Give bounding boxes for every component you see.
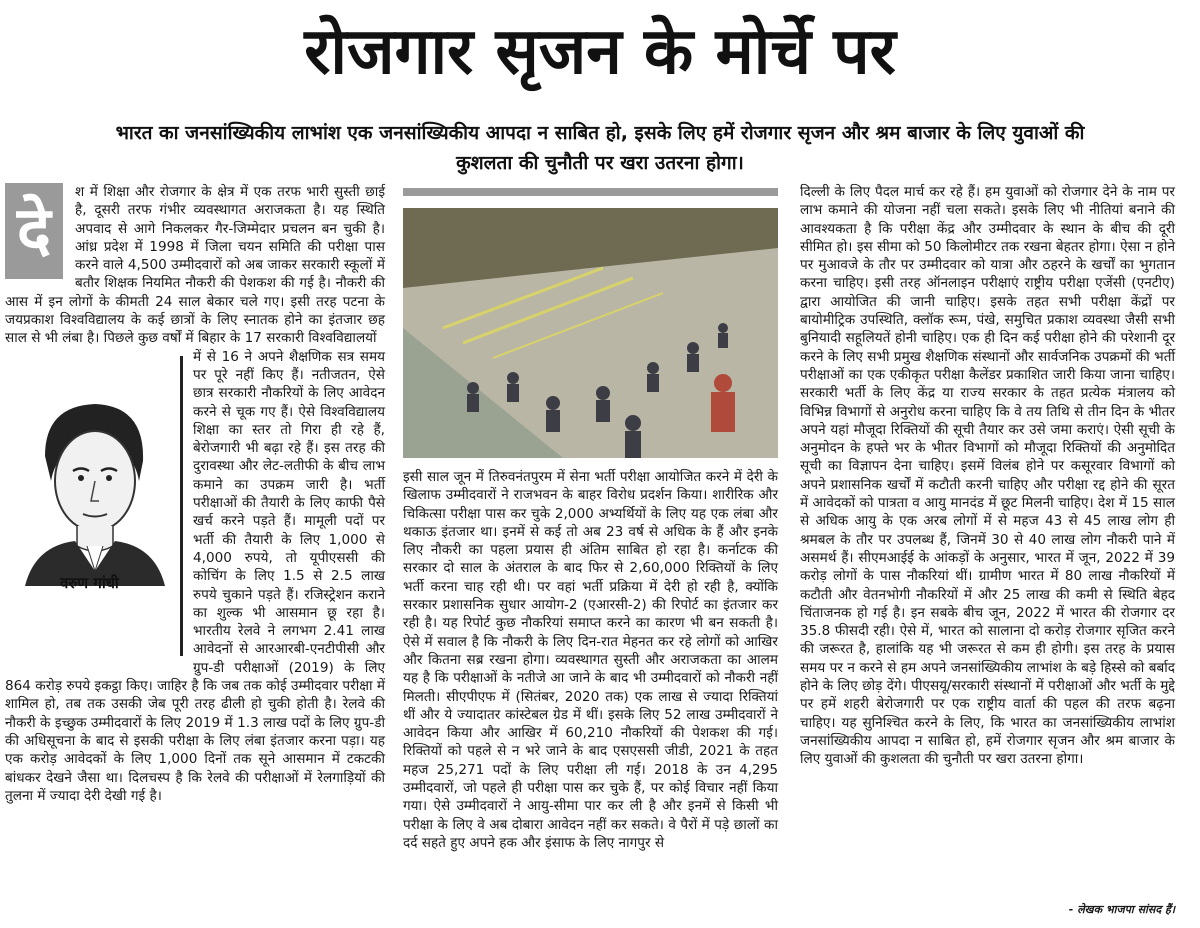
- column-3: [800, 183, 1175, 769]
- drop-cap: दे: [5, 183, 63, 279]
- exam-hall-photo: [403, 208, 778, 458]
- column-1: [5, 183, 385, 805]
- author-name: वरुण गांधी: [60, 573, 119, 592]
- column-2: [403, 468, 778, 852]
- photo-top-rule: [403, 188, 778, 196]
- column-1-paragraph-1: श में शिक्षा और रोजगार के क्षेत्र में एक तरफ भारी सुस्ती छाई है, दूसरी तरफ गंभीर व्यवस्थागत अराजकता है। यह स्थिति अपवाद से आगे निकलकर गैर-जिम्मेदार प्रचलन बन चुकी है। आंध्र प्रदेश में 1998 में जिला चयन समिति की परीक्षा पास करने वाले 4,500 उम्मीदवारों को अब जाकर सरकारी स्कूलों में बतौर शिक्षक नियमित नौकरी की पेशकश की गई है। नौकरी की आस में इन लोगों के कीमती 24 साल बेकार चले गए। इसी तरह पटना के जयप्रकाश विश्वविद्यालय के कई छात्रों के लिए स्नातक होने का इंतजार छह साल से भी लंबा है। पिछले कुछ वर्षों में बिहार के 17 सरकारी विश्वविद्यालयों: [5, 184, 385, 347]
- column-1-paragraph-2: में से 16 ने अपने शैक्षणिक सत्र समय पर पूरे नहीं किए हैं। नतीजतन, ऐसे छात्र सरकारी नौकरियों के लिए आवेदन करने से चूक गए हैं। ऐसे विश्वविद्यालय शिक्षा का स्तर तो गिरा ही रहे हैं, बेरोजगारी भी बढ़ा रहे हैं। इस तरह की दुरावस्था और लेट-लतीफी के बीच लाभ कमाने का उपक्रम जारी है। भर्ती परीक्षाओं की तैयारी के लिए काफी पैसे खर्च करने पड़ते हैं। मामूली पदों पर भर्ती की तैयारी के लिए 1,000 से 4,000 रुपये, तो यूपीएससी की कोचिंग के लिए 1.5 से 2.5 लाख रुपये चुकाने पड़ते हैं। रजिस्ट्रेशन कराने का शुल्क भी आसमान छू रहा है। भारतीय रेलवे ने लगभग 2.41 लाख आवेदनों से आरआरबी-एनटीपीसी और ग्रुप-डी परीक्षाओं (2019) के लिए 864 करोड़ रुपये इकट्ठा किए। जाहिर है कि जब तक कोई उम्मीदवार परीक्षा में शामिल हो, तब तक उसकी जेब पूरी तरह ढीली हो चुकी होती है। रेलवे की नौकरी के इच्छुक उम्मीदवारों के लिए 2019 में 1.3 लाख पदों के लिए ग्रुप-डी की अधिसूचना के बाद से इसकी परीक्षा के लिए लंबा इंतजार करना पड़ा। यह एक करोड़ आवेदकों के लिए 1,000 दिनों तक सूने आसमान में टकटकी बांधकर देखने जैसा था। दिलचस्प है कि रेलवे की परीक्षाओं में रेलगाड़ियों की तुलना में ज्यादा देरी देखी गई है।: [5, 348, 385, 804]
- column-2-paragraph: इसी साल जून में तिरुवनंतपुरम में सेना भर्ती परीक्षा आयोजित करने में देरी के खिलाफ उम्मीदवारों ने राजभवन के बाहर विरोध प्रदर्शन किया। शारीरिक और चिकित्सा परीक्षा पास कर चुके 2,000 अभ्यर्थियों के लिए यह एक लंबा और थकाऊ इंतजार था। इनमें से कई तो अब 23 वर्ष से अधिक के हैं और इनके लिए नौकरी का पहला प्रयास ही अंतिम साबित हो रहा है। कर्नाटक की सरकार दो साल के अंतराल के बाद फिर से 2,60,000 रिक्तियों के लिए भर्ती करना चाह रही थी। पर वहां भर्ती प्रक्रिया में देरी हो रही है, क्योंकि सरकार प्रशासनिक सुधार आयोग-2 (एआरसी-2) की रिपोर्ट का इंतजार कर रही है। यह रिपोर्ट कुछ नौकरियां समाप्त करने का कारण भी बन सकती है। ऐसे में सवाल है कि नौकरी के लिए दिन-रात मेहनत कर रहे लोगों को आखिर और कितना सब्र रखना होगा। व्यवस्थागत सुस्ती और अराजकता का आलम यह है कि परीक्षाओं के नतीजे आ जाने के बाद भी उम्मीदवारों को नौकरी नहीं मिलती। सीएपीएफ में (सितंबर, 2020 तक) एक लाख से ज्यादा रिक्तियां थीं और ये ज्यादातर कांस्टेबल ग्रेड में थीं। इसके लिए 52 लाख उम्मीदवारों ने आवेदन किया और आखिर में 60,210 नौकरियों की पेशकश की गई। रिक्तियों को पहले से न भरे जाने के बाद एसएससी जीडी, 2021 के तहत महज 25,271 पदों के लिए परीक्षा ली गई। 2018 के उन 4,295 उम्मीदवारों, जो पहले ही परीक्षा पास कर चुके हैं, पर कोई विचार नहीं किया गया। ऐसे उम्मीदवारों ने आयु-सीमा पार कर ली है और इनमें से किसी भी परीक्षा के लिए वे अब दोबारा आवेदन नहीं कर सकते। वे पैरों में पड़े छालों का दर्द सहते हुए अपने हक और इंसाफ के लिए नागपुर से: [403, 469, 778, 851]
- author-box: [5, 356, 183, 656]
- column-3-paragraph: दिल्ली के लिए पैदल मार्च कर रहे हैं। हम युवाओं को रोजगार देने के नाम पर लाभ कमाने की योजना नहीं चला सकते। इसके लिए भी नीतियां बनाने की आवश्यकता है कि परीक्षा केंद्र और उम्मीदवार के स्थान के बीच की दूरी सीमित हो। इस सीमा को 50 किलोमीटर तक रखना बेहतर होगा। ऐसा न होने पर मुआवजे के तौर पर उम्मीदवार को यात्रा और ठहरने के खर्चों का भुगतान करना चाहिए। इसी तरह ऑनलाइन परीक्षाएं राष्ट्रीय परीक्षा एजेंसी (एनटीए) द्वारा आयोजित की जानी चाहिए। इसके तहत सभी परीक्षा केंद्रों पर बायोमीट्रिक उपस्थिति, क्लॉक रूम, पंखे, समुचित प्रकाश व्यवस्था जैसी सभी बुनियादी सहूलियतें होनी चाहिए। एक ही दिन कई परीक्षा होने की परेशानी दूर करने के लिए सभी प्रमुख शैक्षणिक संस्थानों और सार्वजनिक उपक्रमों की भर्ती परीक्षाओं का एक एकीकृत परीक्षा कैलेंडर प्रकाशित जारी किया जाना चाहिए। सरकारी भर्ती के लिए केंद्र या राज्य सरकार के तहत प्रत्येक मंत्रालय को विभिन्न विभागों से अनुरोध करना चाहिए कि वे तय तिथि से तीन दिन के भीतर अपने यहां मौजूदा रिक्तियों की सूची तैयार कर उसे जमा कराएं। ऐसी सूची के अनुमोदन के हफ्ते भर के भीतर विभागों को मौजूदा रिक्तियों की अनुमोदित सूची का विज्ञापन देना चाहिए। इसमें विलंब होने पर कसूरवार विभागों को अपने प्रशासनिक खर्चों में कटौती करनी चाहिए और परीक्षा रद्द होने की सूरत में आवेदकों को पात्रता व आयु मानदंड में छूट मिलनी चाहिए। देश में 15 साल से अधिक आयु के एक अरब लोगों में से महज 43 से 45 लाख लोग ही श्रमबल के तौर पर उपलब्ध हैं, जिनमें 30 से 40 लाख लोग नौकरी पाने में असमर्थ हैं। सीएमआईई के आंकड़ों के अनुसार, भारत में जून, 2022 में 39 करोड़ लोगों के पास नौकरियां थीं। ग्रामीण भारत में 80 लाख नौकरियों में कटौती और वेतनभोगी नौकरियों में और 25 लाख की कमी से स्थिति बेहद चिंताजनक हो गई है। इन सबके बीच जून, 2022 में भारत की रोजगार दर 35.8 फीसदी रही। ऐसे में, भारत को सालाना दो करोड़ रोजगार सृजित करने की जरूरत है, हालांकि यह भी जरूरत से कम ही होगी। इस तरह के प्रयास समय पर न करने से हम अपने जनसांख्यिकीय लाभांश के बड़े हिस्से को बर्बाद होने के लिए छोड़ देंगे। पीएसयू/सरकारी संस्थानों में परीक्षाओं और भर्ती के मुद्दे पर हमें शहरी बेरोजगारी पर एक राष्ट्रीय वार्ता की पहल की तरफ बढ़ना चाहिए। यह सुनिश्चित करने के लिए, कि भारत का जनसांख्यिकीय लाभांश जनसांख्यिकीय आपदा न साबित हो, हमें रोजगार सृजन और श्रम बाजार के लिए युवाओं की कुशलता की चुनौती पर खरा उतरना होगा।: [800, 184, 1175, 768]
- article-subheadline: भारत का जनसांख्यिकीय लाभांश एक जनसांख्यिकीय आपदा न साबित हो, इसके लिए हमें रोजगार सृजन और श्रम बाजार के लिए युवाओं की कुशलता की चुनौती पर खरा उतरना होगा।: [115, 122, 1085, 174]
- author-portrait-illustration: [15, 386, 165, 586]
- article-headline: रोजगार सृजन के मोर्चे पर: [304, 15, 896, 89]
- author-byline: - लेखक भाजपा सांसद हैं।: [1068, 903, 1175, 916]
